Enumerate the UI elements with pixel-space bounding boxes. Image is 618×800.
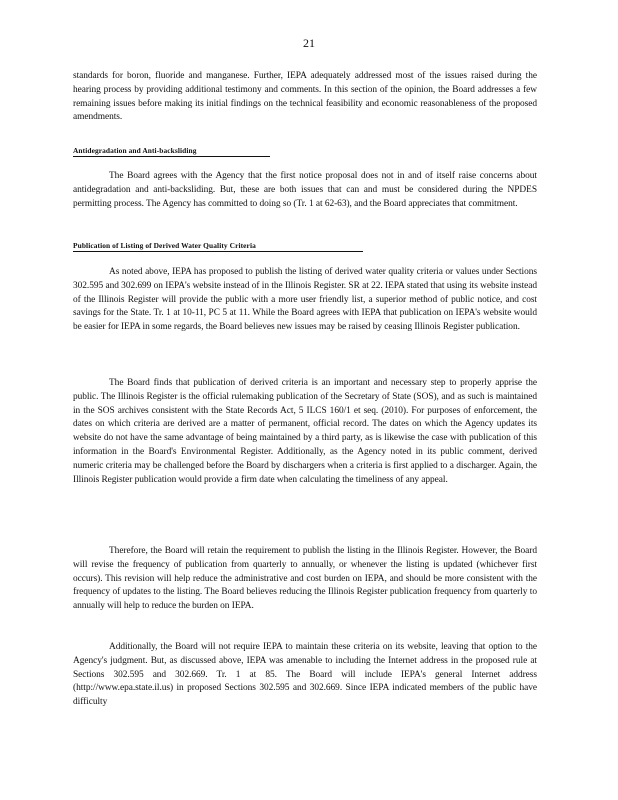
heading-publication: Publication of Listing of Derived Water Quality Criteria bbox=[73, 241, 363, 252]
paragraph-intro: standards for boron, fluoride and manganese. Further, IEPA adequately addressed most of the issues raised during the hearing process by providing additional testimony and comments. In this section of the opinion, the Board addresses a few remaining issues before making its initial findings on the technical feasibility and economic reasonableness of the proposed amendments. bbox=[73, 71, 537, 123]
paragraph-publication-3: Therefore, the Board will retain the requirement to publish the listing in the Illinois Register. However, the Board will revise the frequency of publication from quarterly to annually, or whenever the listing is updated (whichever first occurs). This revision will help reduce the administrative and cost burden on IEPA, and should be more consistent with the frequency of updates to the listing. The Board believes reducing the Illinois Register publication frequency from quarterly to annually will help to reduce the burden on IEPA. bbox=[73, 546, 537, 612]
heading-antidegradation: Antidegradation and Anti-backsliding bbox=[73, 146, 270, 157]
paragraph-publication-4: Additionally, the Board will not require IEPA to maintain these criteria on its website, leaving that option to the Agency's judgment. But, as discussed above, IEPA was amenable to including the Internet address in the proposed rule at Sections 302.595 and 302.669. Tr. 1 at 85. The Board will include IEPA's general Internet address (http://www.epa.state.il.us) in proposed Sections 302.595 and 302.669. Since IEPA indicated members of the public have difficulty bbox=[73, 642, 537, 708]
paragraph-antidegradation: The Board agrees with the Agency that the first notice proposal does not in and of itself raise concerns about antidegradation and anti-backsliding. But, these are both issues that can and must be considered during the NPDES permitting process. The Agency has committed to doing so (Tr. 1 at 62-63), and the Board appreciates that commitment. bbox=[73, 171, 537, 209]
page-number: 21 bbox=[303, 36, 315, 50]
paragraph-publication-1: As noted above, IEPA has proposed to publish the listing of derived water quality criteria or values under Sections 302.595 and 302.699 on IEPA's website instead of in the Illinois Register. SR at 22. IEPA stated that using its website instead of the Illinois Register will provide the public with a more user friendly list, a superior method of public notice, and cost savings for the State. Tr. 1 at 10-11, PC 5 at 11. While the Board agrees with IEPA that publication on IEPA's website would be easier for IEPA in some regards, the Board believes new issues may be raised by ceasing Illinois Register publication. bbox=[73, 267, 537, 333]
paragraph-publication-2: The Board finds that publication of derived criteria is an important and necessary step to properly apprise the public. The Illinois Register is the official rulemaking publication of the Secretary of State (SOS), and as such is maintained in the SOS archives consistent with the State Records Act, 5 ILCS 160/1 et seq. (2010). For purposes of enforcement, the dates on which criteria are derived are a matter of permanent, official record. The dates on which the Agency updates its website do not have the same advantage of being maintained by a third party, as is likewise the case with publication of this information in the Board's Environmental Register. Additionally, as the Agency noted in its public comment, derived numeric criteria may be challenged before the Board by dischargers when a criteria is first applied to a discharger. Again, the Illinois Register publication would provide a firm date when calculating the timeliness of any appeal. bbox=[73, 378, 537, 485]
